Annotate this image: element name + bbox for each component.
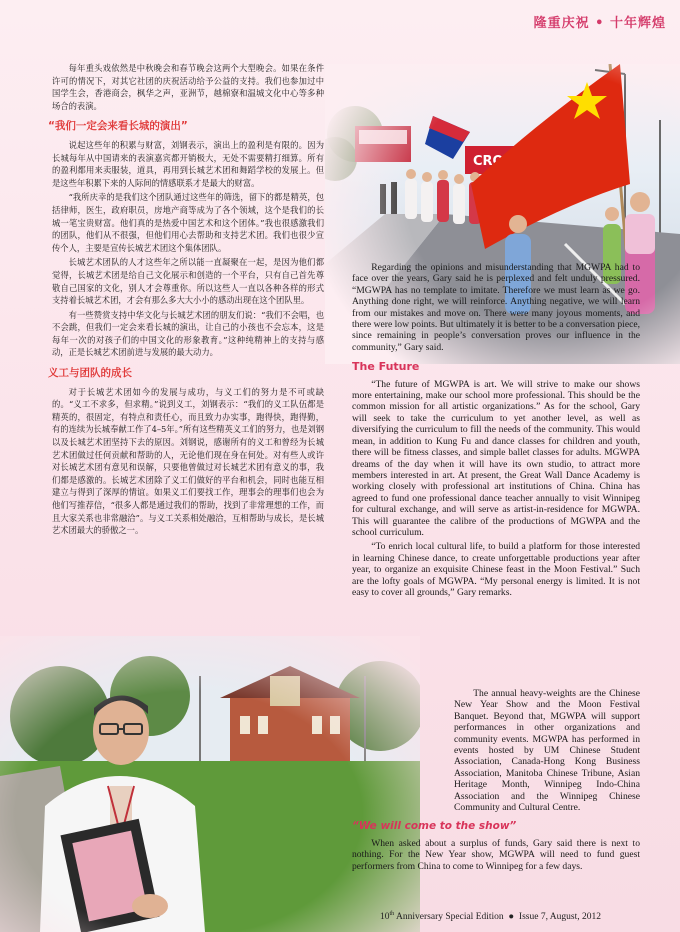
left-paragraph-2: 说起这些年的积累与财富，刘钢表示，演出上的盈利是有限的。因为长城每年从中国请来的表演嘉宾都开销极大，无处不需要精打细算。所有的盈利都用来卖服装，道具，再用到长城艺术团和舞蹈学校的发展上。但是这些年积累下来的人际间的情感联系才是最大的财富。 [52, 139, 324, 188]
heading-come-to-show: “We will come to the show” [352, 820, 517, 833]
left-heading-come-to-show: “我们一定会来看长城的演出” [48, 120, 188, 133]
footer-issue: Issue 7, August, 2012 [518, 912, 601, 923]
left-paragraph-3: “我所庆幸的是我们这个团队通过这些年的筛选，留下的都是精英，包括律师，医生，政府职员，房地产商等成为了各个领域，这个是我们的长城一笔宝贵财富。他们真的是热爱中国艺术和这个团体。”我也很感激我们的团队，他们从不很强，但他们用心去帮助和支持艺术团。我们也很少宣传个人，主要是宣传长城艺术团这个集体团队。 [52, 192, 324, 253]
left-heading-volunteers: 义工与团队的成长 [48, 367, 132, 380]
left-paragraph-6: 对于长城艺术团如今的发展与成功，与义工们的努力是不可或缺的。“义工不求多，但求精。”说到义工，刘钢表示：“我们的义工队伍都是精英的，很固定，有特点和责任心，而且致力办实事，跑得快，跑得勤，有的连续为长城奉献工作了4–5年。”所有这些精英义工们的努力，也是刘钢以及长城艺术团坚持下去的原因。刘钢说，感谢所有的义工和曾经为长城艺术团做过任何贡献和帮助的人，无论他们现在身在何处。对有些人或许对长城艺术团有意见和误解，只要他曾做过对长城艺术团有意义的事，我们都是感激的。长城艺术团除了义工们做好的平台和机会，同时也能互相建立与得到了深厚的情谊。如果义工们要找工作，理事会的理事们也会为他们写推荐信，“很多人都是通过我们的帮助，找到了非常理想的工作，而且大家关系也非常融洽”。与义工关系相处融洽，互相帮助与成长，是长城艺术团最大的骄傲之一。 [52, 386, 325, 536]
heading-the-future: The Future [352, 360, 420, 374]
footer-edition-number: 10 [380, 912, 390, 923]
left-column-article [48, 62, 325, 539]
right-paragraph-5: When asked about a surplus of funds, Gary said there is next to nothing. For the New Year show, MGWPA will need to fund guest performers from China to come to Winnipeg for a few days. [352, 837, 640, 872]
right-paragraph-4: The annual heavy-weights are the Chinese New Year Show and the Moon Festival Banquet. Beyond that, MGWPA will support performances in other organizations and community events. MGWPA has performed in events hosted by UM Chinese Student Association, Canada-Hong Kong Business Association, Manitoba Chinese Tribune, Asian Heritage Month, Winnipeg Indo-China Association and the Winnipeg Chinese Community and Cultural Centre. [454, 688, 640, 814]
footer-bullet: ● [508, 912, 515, 923]
left-paragraph-4: 长城艺术团队的人才这些年之所以能一直凝聚在一起，是因为他们都觉得，长城艺术团是给自己文化展示和创造的一个平台，只有自己首先尊敬自己国家的文化，别人才会尊重你。所以这些人一直以各种各样的形式支持着长城艺术团，才会有那么多大大小小的感动出现在这个团队里。 [52, 257, 324, 306]
page-footer [380, 911, 601, 922]
right-paragraph-1: Regarding the opinions and misunderstanding that MGWPA had to face over the years, Gary said he is perplexed and felt unduly pressured. “MGWPA has no template to imitate. Therefore we must learn as we go. Anything done right, we will reinforce. Anything negative, we will learn from our mistakes and move on. There were many joyous moments, and there were low points. But ultimately it is better to be a conversation piece, since remaining in people’s conversation proves our influence in the community,” Gary said. [352, 262, 640, 353]
left-paragraph-1: 每年重头戏依然是中秋晚会和春节晚会这两个大型晚会。如果在条件许可的情况下，对其它社团的庆祝活动给予公益的支持。我们也参加过中国学生会，香港商会，枫华之声，亚洲节，越棉寮和温城文化中心等多种场合的表演。 [52, 63, 324, 111]
right-paragraph-2: “The future of MGWPA is art. We will strive to make our shows more entertaining, make our school more professional. This should be the common mission for all artistic organizations.” As for the school, Gary will seek to take the curriculum to yet another level, as well as diversifying the curriculum to fill the needs of the community. This would mean, in addition to Kung Fu and dance classes for children and youth, there will be fitness classes, and simple ballet classes for adults. MGWPA dreams of the day when it will have its own studio, to attract more members interested in art. At present, the Great Wall Dance Academy is working closely with professional art institutions of China. China has agreed to fund one professional dance teacher annually to visit Winnipeg for cultural exchange, and will serve as artist-in-residence for MGWPA. This will guarantee the calibre of the productions of MGWPA and the school curriculum. [352, 378, 640, 538]
footer-edition-suffix: th [389, 911, 395, 917]
footer-edition-text: Anniversary Special Edition [394, 912, 504, 923]
right-paragraph-3: “To enrich local cultural life, to build a platform for those interested in learning Chinese dance, to create unforgettable productions year after year, to organize an exquisite Chinese feast in the Moon Festival.” Such are the lofty goals of MGWPA. “My personal energy is limited. It is not easy to cover all grounds,” Gary remarks. [352, 541, 640, 598]
right-bottom-article [352, 688, 640, 872]
masthead: 隆重庆祝 • 十年辉煌 [533, 16, 666, 31]
left-paragraph-5: 有一些赞赏支持中华文化与长城艺术团的朋友们说：“我们不会唱，也不会跳，但我们一定会来看长城的演出，让自己的小孩也不会忘本，这是每年一次的对孩子们的中国文化的形象教育。”这种纯精神上的支持与感动，正是长城艺术团前进与发展的最大动力。 [52, 309, 324, 358]
right-column-article [352, 262, 640, 601]
